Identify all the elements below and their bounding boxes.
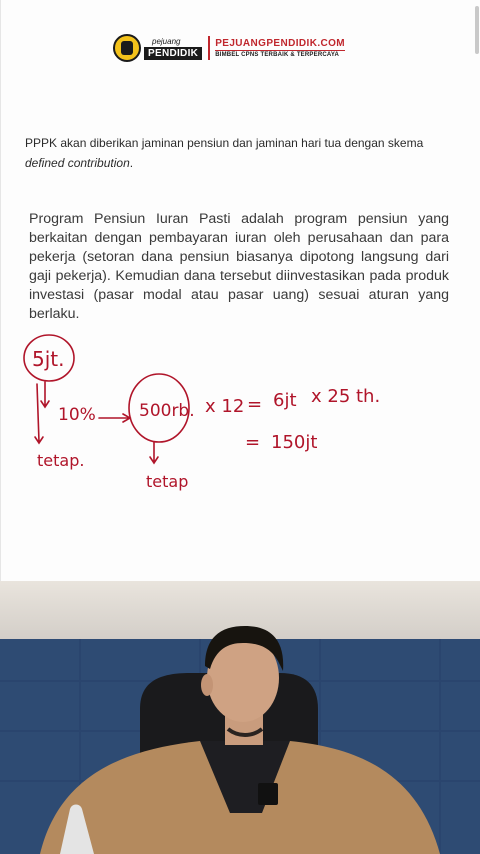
fixed-text-2: tetap bbox=[146, 472, 189, 491]
yearly-text: 6jt bbox=[273, 390, 297, 411]
presenter-video bbox=[0, 581, 480, 854]
times-years-text: x 25 th. bbox=[311, 386, 381, 407]
brand-logo bbox=[113, 32, 345, 64]
logo-brand-main: PENDIDIK bbox=[144, 47, 202, 60]
intro-emphasis: defined contribution bbox=[25, 156, 130, 170]
fixed-text-1: tetap. bbox=[37, 451, 85, 470]
salary-text: 5jt. bbox=[32, 347, 65, 371]
logo-divider bbox=[208, 36, 210, 60]
scroll-indicator[interactable] bbox=[475, 6, 479, 54]
presenter-video-frame bbox=[0, 581, 480, 854]
percent-text: 10% bbox=[58, 405, 96, 425]
monthly-text: 500rb. bbox=[139, 401, 195, 421]
fist-logo-icon bbox=[113, 34, 141, 62]
total-text: 150jt bbox=[271, 432, 318, 453]
intro-sentence: PPPK akan diberikan jaminan pensiun dan jaminan hari tua dengan skema bbox=[25, 136, 424, 150]
equals-2: = bbox=[245, 432, 261, 453]
handwritten-annotation bbox=[1, 320, 480, 520]
intro-text bbox=[25, 133, 465, 173]
arrow-to-monthly bbox=[99, 414, 130, 422]
logo-brand-top: pejuang bbox=[152, 36, 181, 46]
arrow-salary-down bbox=[41, 382, 49, 407]
logo-site-url: PEJUANGPENDIDIK.COM bbox=[215, 38, 346, 49]
arrow-monthly-down bbox=[150, 442, 158, 463]
arrow-fixed-down bbox=[35, 384, 43, 443]
logo-tagline: BIMBEL CPNS TERBAIK & TERPERCAYA bbox=[215, 50, 345, 58]
definition-paragraph: Program Pensiun Iuran Pasti adalah program pensiun yang berkaitan dengan pembayaran iuran oleh perusahaan dan para pekerja (setoran dana pensiun biasanya dipotong langsung dari gaji pekerja). Kemudian dana tersebut diinvestasikan pada produk investasi (pasar modal atau pasar uang) sesuai aturan yang berlaku. bbox=[29, 211, 449, 322]
intro-end: . bbox=[129, 156, 134, 170]
equals-1: = bbox=[247, 394, 263, 415]
times12-text: x 12 bbox=[205, 396, 245, 417]
